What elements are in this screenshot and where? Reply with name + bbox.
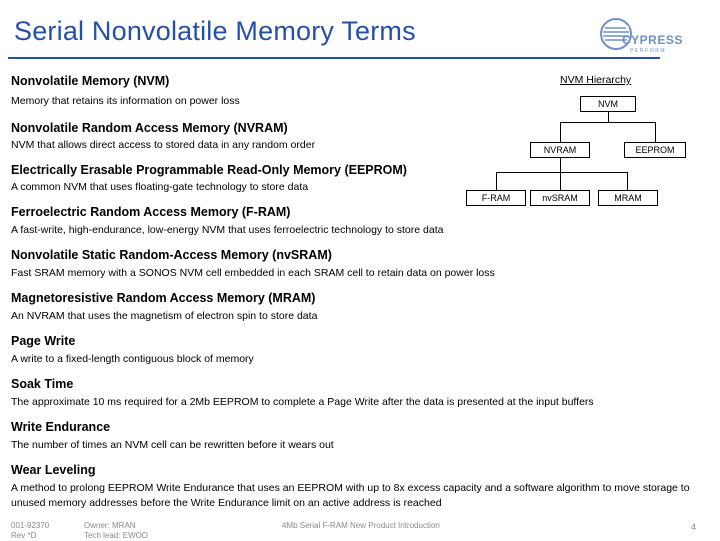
definition-page-write: A write to a fixed-length contiguous block of memory (11, 353, 254, 365)
term-mram: Magnetoresistive Random Access Memory (MRAM) (11, 291, 316, 305)
connector-to-fram (496, 172, 497, 190)
definition-wear-leveling: A method to prolong EEPROM Write Endurance that uses an EEPROM with up to 8x excess capacity and a software algorithm to move storage to unused memory addresses before the Write Endurance limit on an active address is reached (11, 482, 690, 509)
title-divider (8, 57, 660, 59)
logo-wordmark: CYPRESS (622, 33, 683, 47)
term-nvram: Nonvolatile Random Access Memory (NVRAM) (11, 121, 288, 135)
definition-mram: An NVRAM that uses the magnetism of electron spin to store data (11, 310, 318, 322)
footer-revision: Rev *D (11, 531, 37, 540)
connector-to-eeprom (655, 122, 656, 142)
slide-title: Serial Nonvolatile Memory Terms (14, 16, 416, 46)
logo-tagline: PERFORM (630, 48, 667, 54)
node-nvm: NVM (580, 96, 636, 112)
term-nvsram: Nonvolatile Static Random-Access Memory (nvSRAM) (11, 248, 332, 262)
connector-level2-bar (496, 172, 628, 173)
node-mram: MRAM (598, 190, 658, 206)
term-nvm: Nonvolatile Memory (NVM) (11, 74, 170, 88)
footer-tech-lead: Tech lead: EWOO (84, 531, 149, 540)
term-fram: Ferroelectric Random Access Memory (F-RAM) (11, 205, 291, 219)
definition-soak-time: The approximate 10 ms required for a 2Mb EEPROM to complete a Page Write after the data is presented at the input buffers (11, 396, 594, 408)
hierarchy-title: NVM Hierarchy (560, 74, 632, 86)
term-soak-time: Soak Time (11, 377, 74, 391)
definition-eeprom: A common NVM that uses floating-gate technology to store data (11, 181, 309, 193)
connector-to-nvsram (560, 172, 561, 190)
footer-owner-info (84, 521, 148, 541)
connector-to-mram (627, 172, 628, 190)
footer-presentation-title: 4Mb Serial F-RAM New Product Introduction (282, 521, 440, 530)
definition-write-endurance: The number of times an NVM cell can be rewritten before it wears out (11, 439, 334, 451)
node-nvram: NVRAM (530, 142, 590, 158)
definition-nvm: Memory that retains its information on power loss (11, 95, 240, 107)
footer-doc-number: 001-92370 (11, 521, 50, 530)
node-nvsram: nvSRAM (530, 190, 590, 206)
connector-root-down (608, 112, 609, 122)
term-page-write: Page Write (11, 334, 76, 348)
node-eeprom: EEPROM (624, 142, 686, 158)
term-eeprom: Electrically Erasable Programmable Read-Only Memory (EEPROM) (11, 163, 407, 177)
connector-to-nvram (560, 122, 561, 142)
connector-nvram-down (560, 158, 561, 172)
footer-doc-info (11, 521, 49, 541)
connector-level1-bar (560, 122, 656, 123)
page-number: 4 (690, 522, 696, 532)
definition-fram: A fast-write, high-endurance, low-energy NVM that uses ferroelectric technology to store data (11, 224, 444, 236)
definition-nvsram: Fast SRAM memory with a SONOS NVM cell embedded in each SRAM cell to retain data on power loss (11, 267, 495, 279)
term-write-endurance: Write Endurance (11, 420, 111, 434)
definition-nvram: NVM that allows direct access to stored data in any random order (11, 139, 316, 151)
node-fram: F-RAM (466, 190, 526, 206)
term-wear-leveling: Wear Leveling (11, 463, 96, 477)
footer-owner: Owner: MRAN (84, 521, 136, 530)
